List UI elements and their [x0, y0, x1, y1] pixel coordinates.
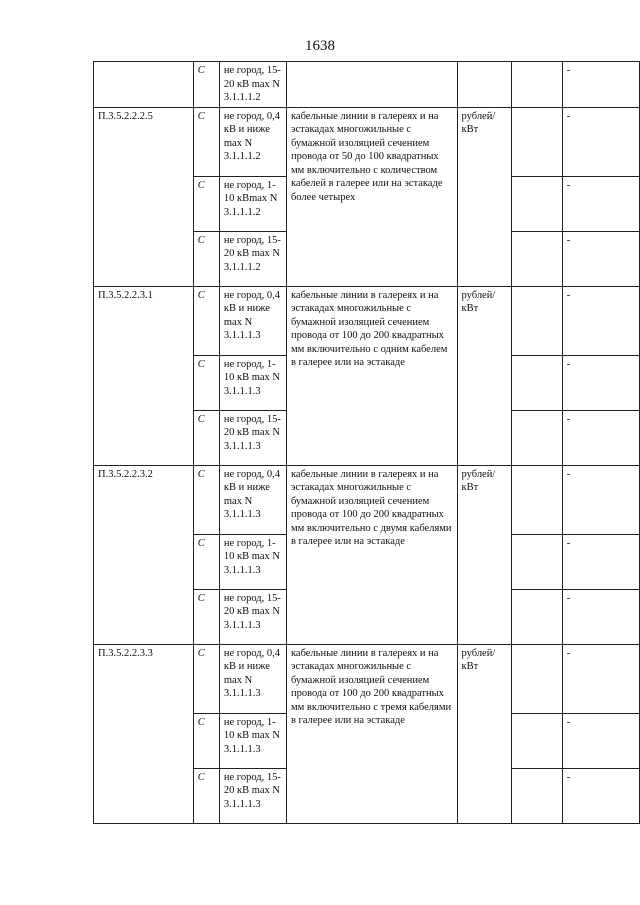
- value-cell: -: [562, 465, 639, 534]
- condition-cell: не город, 15-20 кВ max N 3.1.1.1.3: [219, 589, 286, 644]
- condition-cell: не город, 0,4 кВ и ниже max N 3.1.1.1.3: [219, 286, 286, 355]
- unit-cell: рублей/ кВт: [457, 107, 511, 286]
- value-cell: -: [562, 410, 639, 465]
- value-cell: -: [562, 107, 639, 176]
- value-cell: -: [562, 713, 639, 768]
- value-cell: -: [562, 286, 639, 355]
- value-cell: [511, 768, 562, 823]
- condition-cell: не город, 0,4 кВ и ниже max N 3.1.1.1.2: [219, 107, 286, 176]
- description-cell: кабельные линии в галереях и на эстакадах многожильные с бумажной изоляцией сечением провода от 50 до 100 квадратных мм включительно с количеством кабелей в галерее или на эстакаде более четырех: [286, 107, 457, 286]
- item-code: П.3.5.2.2.3.1: [94, 286, 194, 465]
- value-cell: -: [562, 768, 639, 823]
- table-row: [94, 644, 640, 713]
- tariff-table: [93, 61, 640, 824]
- unit-cell: рублей/ кВт: [457, 286, 511, 465]
- description-cell: кабельные линии в галереях и на эстакадах многожильные с бумажной изоляцией сечением провода от 100 до 200 квадратных мм включительно с тремя кабелями в галерее или на эстакаде: [286, 644, 457, 823]
- value-cell: -: [562, 534, 639, 589]
- value-cell: [511, 62, 562, 108]
- value-cell: [511, 176, 562, 231]
- category-cell: С: [193, 62, 219, 108]
- value-cell: -: [562, 176, 639, 231]
- condition-cell: не город, 15-20 кВ max N 3.1.1.1.2: [219, 62, 286, 108]
- value-cell: [511, 231, 562, 286]
- condition-cell: не город, 0,4 кВ и ниже max N 3.1.1.1.3: [219, 644, 286, 713]
- table-row: [94, 286, 640, 355]
- category-cell: С: [193, 713, 219, 768]
- value-cell: [511, 465, 562, 534]
- value-cell: -: [562, 231, 639, 286]
- table-row: [94, 465, 640, 534]
- condition-cell: не город, 15-20 кВ max N 3.1.1.1.3: [219, 768, 286, 823]
- description-cell: кабельные линии в галереях и на эстакадах многожильные с бумажной изоляцией сечением провода от 100 до 200 квадратных мм включительно с одним кабелем в галерее или на эстакаде: [286, 286, 457, 465]
- category-cell: С: [193, 644, 219, 713]
- category-cell: С: [193, 589, 219, 644]
- category-cell: С: [193, 176, 219, 231]
- value-cell: [511, 286, 562, 355]
- condition-cell: не город, 15-20 кВ max N 3.1.1.1.3: [219, 410, 286, 465]
- condition-cell: не город, 1-10 кВ max N 3.1.1.1.3: [219, 355, 286, 410]
- category-cell: С: [193, 768, 219, 823]
- value-cell: -: [562, 644, 639, 713]
- category-cell: С: [193, 534, 219, 589]
- page-number: 1638: [305, 38, 335, 54]
- condition-cell: не город, 1-10 кВmax N 3.1.1.1.2: [219, 176, 286, 231]
- value-cell: [511, 713, 562, 768]
- condition-cell: не город, 0,4 кВ и ниже max N 3.1.1.1.3: [219, 465, 286, 534]
- value-cell: -: [562, 62, 639, 108]
- value-cell: -: [562, 589, 639, 644]
- description-cell: кабельные линии в галереях и на эстакадах многожильные с бумажной изоляцией сечением провода от 100 до 200 квадратных мм включительно с двумя кабелями в галерее или на эстакаде: [286, 465, 457, 644]
- unit-cell: рублей/ кВт: [457, 644, 511, 823]
- item-code: П.3.5.2.2.3.3: [94, 644, 194, 823]
- table-row: [94, 62, 640, 108]
- value-cell: [511, 107, 562, 176]
- unit-cell: рублей/ кВт: [457, 465, 511, 644]
- category-cell: С: [193, 465, 219, 534]
- value-cell: [511, 355, 562, 410]
- category-cell: С: [193, 410, 219, 465]
- item-code: [94, 62, 194, 108]
- condition-cell: не город, 15-20 кВ max N 3.1.1.1.2: [219, 231, 286, 286]
- value-cell: [511, 644, 562, 713]
- description-cell: [286, 62, 457, 108]
- value-cell: [511, 534, 562, 589]
- category-cell: С: [193, 286, 219, 355]
- value-cell: [511, 410, 562, 465]
- condition-cell: не город, 1-10 кВ max N 3.1.1.1.3: [219, 534, 286, 589]
- value-cell: [511, 589, 562, 644]
- unit-cell: [457, 62, 511, 108]
- table-row: [94, 107, 640, 176]
- tariff-table-body: [94, 62, 640, 824]
- item-code: П.3.5.2.2.3.2: [94, 465, 194, 644]
- category-cell: С: [193, 107, 219, 176]
- category-cell: С: [193, 355, 219, 410]
- category-cell: С: [193, 231, 219, 286]
- value-cell: -: [562, 355, 639, 410]
- condition-cell: не город, 1-10 кВ max N 3.1.1.1.3: [219, 713, 286, 768]
- item-code: П.3.5.2.2.2.5: [94, 107, 194, 286]
